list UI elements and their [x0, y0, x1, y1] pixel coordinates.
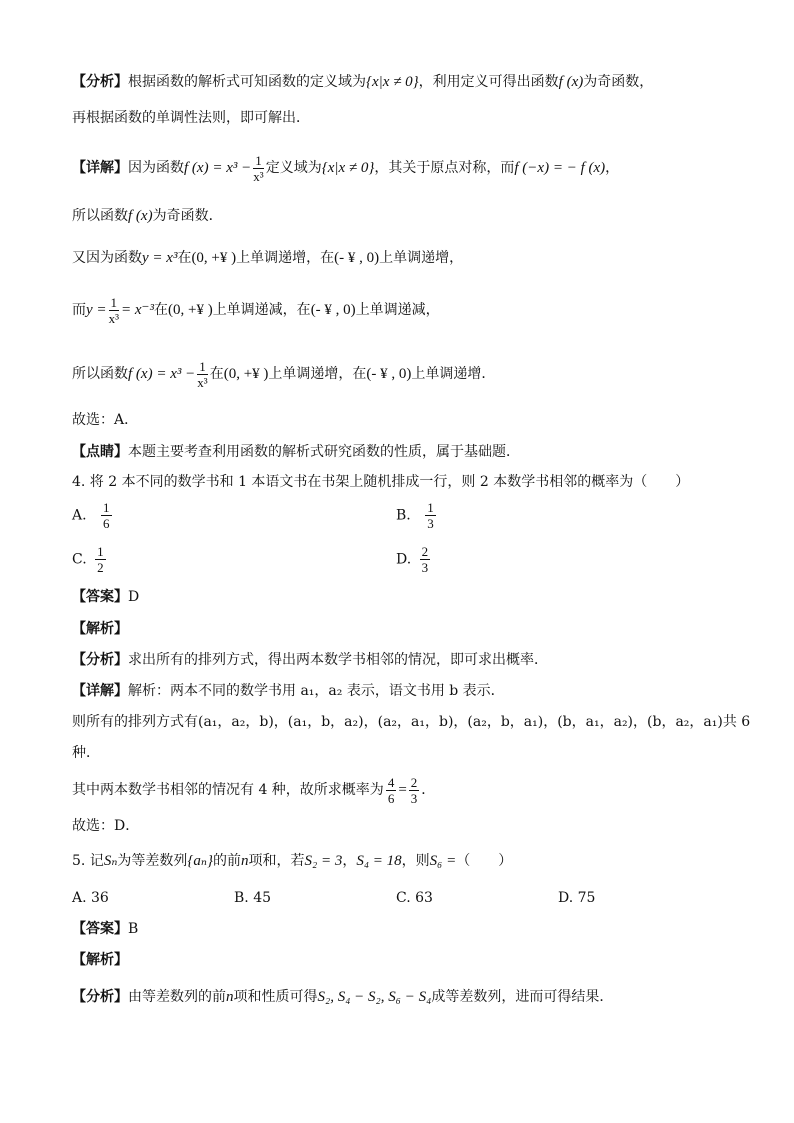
fraction-numerator: 1: [97, 544, 104, 559]
fraction-denominator: 3: [421, 560, 429, 575]
fraction-denominator: x³: [197, 374, 208, 390]
text: 项和，若: [248, 853, 305, 869]
text: 在: [153, 302, 168, 318]
fraction-denominator: 6: [103, 516, 110, 531]
text: 因为函数: [128, 160, 184, 176]
q4-fenxi: [72, 650, 548, 670]
math-interval: (0, +¥ ): [167, 302, 213, 318]
option-label: D.: [396, 551, 412, 568]
fraction: [101, 500, 112, 531]
fraction-denominator: 2: [97, 560, 104, 575]
q5-answer: [72, 919, 138, 939]
text: 所以函数: [72, 208, 128, 224]
q5-option-d: D. 75: [558, 890, 596, 906]
math-y: y =: [86, 302, 107, 318]
text: 解析：两本不同的数学书用 a₁，a₂ 表示，语文书用 b 表示．: [128, 683, 505, 699]
q4-xiangjie: [72, 681, 505, 701]
fraction-denominator: 3: [427, 516, 434, 531]
fraction-denominator: 3: [410, 790, 418, 806]
dianjing-tag: 【点睛】: [72, 444, 128, 460]
math: S₂ = 3: [304, 853, 343, 869]
math-function: f (x) = x³ −: [184, 160, 252, 176]
math-y: y = x³: [142, 250, 178, 266]
fenxi-tag: 【分析】: [72, 74, 128, 90]
text: 在: [209, 366, 224, 382]
math-domain: {x|x ≠ 0}: [321, 160, 375, 176]
text: 种．: [72, 745, 100, 761]
text: 所以函数: [72, 366, 128, 382]
detail-line-4: [72, 292, 440, 328]
q5-option-a: A. 36: [72, 890, 109, 906]
text: 为奇函数．: [152, 208, 223, 224]
fraction-numerator: 1: [255, 152, 262, 168]
math-interval: (- ¥ , 0): [310, 302, 356, 318]
text: 故选：A．: [72, 412, 139, 428]
detail-line-2: [72, 206, 223, 226]
q4-choose: [72, 816, 139, 836]
option-label: A.: [72, 507, 87, 524]
math-interval: (0, +¥ ): [191, 250, 237, 266]
question-5-stem: [72, 851, 512, 871]
text: 又因为函数: [72, 250, 142, 266]
fraction: [409, 775, 420, 806]
text: 上单调递增，: [379, 250, 464, 266]
q4-perm-line-1: [72, 712, 750, 732]
fraction-denominator: 6: [387, 790, 395, 806]
fraction-numerator: 4: [387, 774, 395, 790]
text: 项和性质可得: [233, 989, 318, 1005]
q4-option-b: [396, 500, 438, 531]
math: S₆ =: [429, 853, 457, 869]
fenxi-tag: 【分析】: [72, 652, 128, 668]
detail-line-3: [72, 248, 463, 268]
text: 在: [177, 250, 192, 266]
text: ．: [421, 782, 436, 798]
text: 上单调递增，在: [268, 366, 367, 382]
fraction-numerator: 1: [427, 500, 434, 515]
text: ，: [605, 160, 620, 176]
math-fx: f (x): [558, 74, 584, 90]
math-interval: (0, +¥ ): [223, 366, 269, 382]
math-power: = x⁻³: [121, 302, 154, 318]
fraction: [386, 775, 397, 806]
fraction-numerator: 1: [103, 500, 110, 515]
q4-option-d: [396, 544, 432, 575]
text: 上单调递增，在: [236, 250, 335, 266]
text: 上单调递增．: [411, 366, 496, 382]
answer-value: D: [128, 589, 140, 605]
fraction: [253, 153, 264, 184]
xiangjie-tag: 【详解】: [72, 160, 128, 176]
text: 由等差数列的前: [128, 989, 226, 1005]
math: n: [226, 989, 234, 1005]
fraction-numerator: 1: [199, 358, 206, 374]
text: 再根据函数的单调性法则，即可解出．: [72, 110, 310, 126]
jiexi-tag: 【解析】: [72, 952, 128, 968]
math-fx: f (x): [128, 208, 153, 224]
math-domain: {x|x ≠ 0}: [366, 74, 419, 90]
text: （ ）: [456, 853, 513, 869]
fraction: [420, 544, 431, 575]
text: 故选：D．: [72, 818, 140, 834]
text: 为等差数列: [117, 853, 188, 869]
xiangjie-tag: 【详解】: [72, 683, 128, 699]
math: Sₙ: [103, 853, 118, 869]
question-4-stem: [72, 472, 689, 492]
fraction-denominator: x³: [108, 310, 119, 326]
option-label: C.: [72, 551, 87, 568]
fraction-denominator: x³: [253, 168, 264, 184]
text: 定义域为: [265, 160, 322, 176]
dianjing-line: [72, 442, 520, 462]
math-odd: f (−x) = − f (x): [514, 160, 606, 176]
option-label: B.: [396, 507, 411, 524]
math: S₄ = 18: [356, 853, 402, 869]
text: 4. 将 2 本不同的数学书和 1 本语文书在书架上随机排成一行，则 2 本数学书相邻的概率为（ ）: [72, 474, 690, 490]
text: 5. 记: [72, 853, 104, 869]
text: 为奇函数，: [583, 74, 654, 90]
fenxi-tag: 【分析】: [72, 989, 128, 1005]
math-interval: (- ¥ , 0): [366, 366, 412, 382]
math-function: f (x) = x³ −: [128, 366, 196, 382]
math: {aₙ}: [187, 853, 213, 869]
math: n: [240, 853, 249, 869]
detail-line-5: [72, 356, 495, 392]
q4-prob-line: [72, 772, 435, 808]
fraction: [197, 359, 208, 390]
fraction-numerator: 1: [110, 294, 118, 310]
q4-perm-line-2: [72, 743, 100, 763]
fraction: [425, 500, 436, 531]
fraction: [109, 295, 120, 326]
answer-value: B: [128, 921, 139, 937]
q5-fenxi: [72, 987, 613, 1007]
answer-tag: 【答案】: [72, 921, 128, 937]
detail-line-1: [72, 150, 619, 186]
q4-option-a: [72, 500, 114, 531]
text: 而: [72, 302, 86, 318]
text: 成等差数列，进而可得结果．: [431, 989, 614, 1005]
answer-tag: 【答案】: [72, 589, 128, 605]
q4-answer: [72, 587, 139, 607]
text: ，利用定义可得出函数: [418, 74, 559, 90]
fraction: [95, 544, 106, 575]
text: ，则: [401, 853, 430, 869]
q4-analysis-tag: [72, 619, 128, 639]
text: 根据函数的解析式可知函数的定义域为: [128, 74, 366, 90]
math-interval: (- ¥ , 0): [334, 250, 380, 266]
q5-option-c: C. 63: [396, 890, 433, 906]
analysis-line-2: [72, 108, 310, 128]
text: 其中两本数学书相邻的情况有 4 种，故所求概率为: [72, 782, 384, 798]
q5-analysis-tag: [72, 950, 128, 970]
text: 的前: [212, 853, 241, 869]
choose-line: [72, 410, 138, 430]
equals-sign: =: [398, 782, 407, 798]
fraction-numerator: 2: [410, 774, 418, 790]
text: 本题主要考查利用函数的解析式研究函数的性质，属于基础题．: [128, 444, 520, 460]
analysis-line-1: [72, 72, 653, 92]
text: ，其关于原点对称，而: [374, 160, 515, 176]
q4-option-c: [72, 544, 108, 575]
text: 则所有的排列方式有(a₁，a₂，b)，(a₁，b，a₂)，(a₂，a₁，b)，(a₂，b，a₁)，(b，a₁，a₂)，(b，a₂，a₁)共 6: [72, 714, 751, 730]
fraction-numerator: 2: [421, 544, 429, 559]
math: S₂, S₄ − S₂, S₆ − S₄: [317, 989, 432, 1005]
text: 上单调递减，: [355, 302, 440, 318]
text: 上单调递减，在: [212, 302, 311, 318]
text: ，: [342, 853, 357, 869]
jiexi-tag: 【解析】: [72, 621, 128, 637]
q5-option-b: B. 45: [234, 890, 272, 906]
text: 求出所有的排列方式，得出两本数学书相邻的情况，即可求出概率．: [128, 652, 548, 668]
